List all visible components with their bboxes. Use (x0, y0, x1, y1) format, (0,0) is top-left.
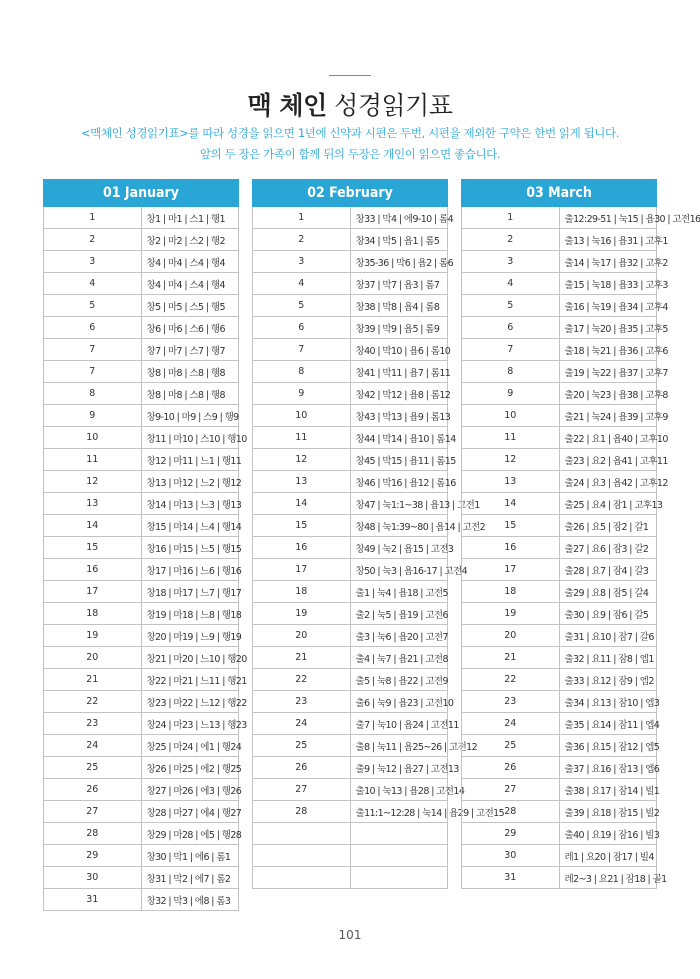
table-row (253, 581, 448, 603)
day-number: 19 (253, 603, 351, 625)
day-number: 22 (253, 669, 351, 691)
table-row (44, 339, 239, 361)
table-row (462, 449, 657, 471)
table-row (44, 713, 239, 735)
table-row (253, 669, 448, 691)
table-row (253, 449, 448, 471)
table-row (462, 493, 657, 515)
table-row (253, 603, 448, 625)
table-row (462, 405, 657, 427)
reading-cell: 출35 | 요14 | 잠11 | 엡4 (559, 713, 657, 735)
day-number: 16 (253, 537, 351, 559)
table-row (253, 229, 448, 251)
day-number: 11 (44, 449, 142, 471)
day-number: 2 (253, 229, 351, 251)
reading-cell: 레1 | 요20 | 잠17 | 빌4 (559, 845, 657, 867)
reading-cell: 창42 | 막12 | 욥8 | 롬12 (350, 383, 448, 405)
table-row (44, 757, 239, 779)
reading-cell: 창17 | 마16 | 느6 | 행16 (141, 559, 239, 581)
day-number: 12 (253, 449, 351, 471)
day-number: 28 (253, 801, 351, 823)
table-row (253, 493, 448, 515)
day-number: 10 (44, 427, 142, 449)
table-row (44, 691, 239, 713)
day-number: 1 (462, 207, 560, 229)
day-number: 8 (44, 383, 142, 405)
table-row (44, 405, 239, 427)
reading-cell: 출6 | 눅9 | 욥23 | 고전10 (350, 691, 448, 713)
january-table (43, 179, 247, 911)
table-row (462, 427, 657, 449)
subtitle-line-1: <맥체인 성경읽기표>를 따라 성경을 읽으면 1년에 신약과 시편은 두번, 시편을 제외한 구약은 한번 읽게 됩니다. (81, 126, 619, 140)
day-number: 23 (462, 691, 560, 713)
reading-cell: 출32 | 요11 | 잠8 | 엡1 (559, 647, 657, 669)
day-number: 8 (462, 361, 560, 383)
page-title (0, 86, 700, 122)
table-row (44, 823, 239, 845)
day-number: 5 (462, 295, 560, 317)
reading-cell: 창49 | 눅2 | 욥15 | 고전3 (350, 537, 448, 559)
reading-cell: 출9 | 눅12 | 욥27 | 고전13 (350, 757, 448, 779)
day-number: 15 (253, 515, 351, 537)
day-number: 17 (44, 581, 142, 603)
day-number: 12 (462, 449, 560, 471)
day-number: 29 (44, 845, 142, 867)
table-row (44, 493, 239, 515)
reading-cell: 창7 | 마7 | 스7 | 행7 (141, 339, 239, 361)
reading-cell: 출4 | 눅7 | 욥21 | 고전8 (350, 647, 448, 669)
table-row (253, 757, 448, 779)
table-row (462, 559, 657, 581)
table-row (462, 845, 657, 867)
reading-cell: 출16 | 눅19 | 욥34 | 고후4 (559, 295, 657, 317)
day-number: 5 (44, 295, 142, 317)
reading-cell: 출2 | 눅5 | 욥19 | 고전6 (350, 603, 448, 625)
reading-cell: 창15 | 마14 | 느4 | 행14 (141, 515, 239, 537)
day-number: 20 (44, 647, 142, 669)
reading-cell: 창30 | 막1 | 에6 | 롬1 (141, 845, 239, 867)
march-table (461, 179, 700, 889)
day-number: 7 (44, 361, 142, 383)
reading-cell: 출21 | 눅24 | 욥39 | 고후9 (559, 405, 657, 427)
reading-cell: 창9-10 | 마9 | 스9 | 행9 (141, 405, 239, 427)
day-number: 23 (44, 713, 142, 735)
table-row (44, 735, 239, 757)
day-number: 14 (253, 493, 351, 515)
reading-cell: 출38 | 요17 | 잠14 | 빌1 (559, 779, 657, 801)
reading-cell: 출10 | 눅13 | 욥28 | 고전14 (350, 779, 448, 801)
day-number: 26 (44, 779, 142, 801)
table-row (253, 625, 448, 647)
table-row (462, 471, 657, 493)
reading-cell: 출14 | 눅17 | 욥32 | 고후2 (559, 251, 657, 273)
table-row (44, 361, 239, 383)
day-number: 2 (44, 229, 142, 251)
reading-cell: 창16 | 마15 | 느5 | 행15 (141, 537, 239, 559)
table-row (462, 339, 657, 361)
day-number: 25 (462, 735, 560, 757)
reading-cell: 출13 | 눅16 | 욥31 | 고후1 (559, 229, 657, 251)
table-row (462, 801, 657, 823)
reading-cell: 출15 | 눅18 | 욥33 | 고후3 (559, 273, 657, 295)
reading-cell: 출5 | 눅8 | 욥22 | 고전9 (350, 669, 448, 691)
day-number: 20 (253, 625, 351, 647)
day-number: 13 (44, 493, 142, 515)
table-row (44, 515, 239, 537)
day-number: 21 (253, 647, 351, 669)
day-number: 26 (253, 757, 351, 779)
reading-cell: 출11:1~12:28 | 눅14 | 욥29 | 고전15 (350, 801, 448, 823)
day-number: 6 (44, 317, 142, 339)
reading-cell: 창13 | 마12 | 느2 | 행12 (141, 471, 239, 493)
day-number: 14 (462, 493, 560, 515)
day-number: 13 (253, 471, 351, 493)
table-row (253, 515, 448, 537)
reading-cell: 출37 | 요16 | 잠13 | 엡6 (559, 757, 657, 779)
reading-cell: 출25 | 요4 | 잠1 | 고후13 (559, 493, 657, 515)
reading-cell: 창47 | 눅1:1~38 | 욥13 | 고전1 (350, 493, 448, 515)
table-row (253, 647, 448, 669)
reading-cell: 창4 | 마4 | 스4 | 행4 (141, 273, 239, 295)
reading-cell: 창29 | 마28 | 에5 | 행28 (141, 823, 239, 845)
day-number (253, 823, 351, 845)
reading-cell: 창18 | 마17 | 느7 | 행17 (141, 581, 239, 603)
reading-cell: 출22 | 요1 | 욥40 | 고후10 (559, 427, 657, 449)
table-row (253, 471, 448, 493)
reading-cell: 창32 | 막3 | 에8 | 롬3 (141, 889, 239, 911)
reading-cell: 창5 | 마5 | 스5 | 행5 (141, 295, 239, 317)
day-number: 17 (462, 559, 560, 581)
table-row (253, 405, 448, 427)
day-number: 10 (253, 405, 351, 427)
table-row (462, 581, 657, 603)
reading-cell: 창8 | 마8 | 스8 | 행8 (141, 361, 239, 383)
day-number: 13 (462, 471, 560, 493)
month-header-february: 02 February (253, 180, 448, 207)
table-row (44, 383, 239, 405)
reading-cell (350, 823, 448, 845)
day-number: 1 (253, 207, 351, 229)
reading-cell: 출31 | 요10 | 잠7 | 갈6 (559, 625, 657, 647)
reading-cell: 창4 | 마4 | 스4 | 행4 (141, 251, 239, 273)
day-number: 11 (462, 427, 560, 449)
table-row (253, 537, 448, 559)
day-number: 28 (44, 823, 142, 845)
day-number: 10 (462, 405, 560, 427)
reading-cell: 출7 | 눅10 | 욥24 | 고전11 (350, 713, 448, 735)
reading-cell: 창38 | 막8 | 욥4 | 롬8 (350, 295, 448, 317)
table-row (253, 559, 448, 581)
table-row (462, 603, 657, 625)
reading-cell: 창34 | 막5 | 욥1 | 롬5 (350, 229, 448, 251)
table-row (462, 823, 657, 845)
table-row (253, 207, 448, 229)
reading-cell: 출17 | 눅20 | 욥35 | 고후5 (559, 317, 657, 339)
day-number: 15 (462, 515, 560, 537)
month-header-january: 01 January (44, 180, 239, 207)
day-number: 4 (462, 273, 560, 295)
reading-cell: 창27 | 마26 | 에3 | 행26 (141, 779, 239, 801)
day-number: 25 (44, 757, 142, 779)
table-row (253, 713, 448, 735)
day-number: 23 (253, 691, 351, 713)
table-row (462, 691, 657, 713)
table-row (462, 735, 657, 757)
reading-cell: 창43 | 막13 | 욥9 | 롬13 (350, 405, 448, 427)
day-number: 18 (253, 581, 351, 603)
table-row (462, 867, 657, 889)
day-number: 9 (462, 383, 560, 405)
table-row (44, 581, 239, 603)
subtitle-line-2: 앞의 두 장은 가족이 함께 뒤의 두장은 개인이 읽으면 좋습니다. (199, 147, 501, 161)
day-number: 20 (462, 625, 560, 647)
day-number: 18 (44, 603, 142, 625)
table-row (44, 801, 239, 823)
reading-cell: 창40 | 막10 | 욥6 | 롬10 (350, 339, 448, 361)
day-number: 4 (253, 273, 351, 295)
table-row (253, 383, 448, 405)
reading-cell: 출33 | 요12 | 잠9 | 엡2 (559, 669, 657, 691)
table-row (44, 559, 239, 581)
reading-cell: 창11 | 마10 | 스10 | 행10 (141, 427, 239, 449)
day-number: 3 (253, 251, 351, 273)
table-row (44, 295, 239, 317)
table-row (44, 427, 239, 449)
day-number: 11 (253, 427, 351, 449)
reading-cell: 창46 | 막16 | 욥12 | 롬16 (350, 471, 448, 493)
month-header-march: 03 March (462, 180, 657, 207)
reading-cell: 레2~3 | 요21 | 잠18 | 골1 (559, 867, 657, 889)
day-number (253, 845, 351, 867)
day-number: 6 (462, 317, 560, 339)
reading-cell: 창2 | 마2 | 스2 | 행2 (141, 229, 239, 251)
day-number: 12 (44, 471, 142, 493)
reading-cell: 출19 | 눅22 | 욥37 | 고후7 (559, 361, 657, 383)
table-row (253, 691, 448, 713)
day-number: 26 (462, 757, 560, 779)
day-number: 31 (462, 867, 560, 889)
page-number: 101 (338, 928, 362, 942)
day-number: 19 (44, 625, 142, 647)
day-number: 3 (462, 251, 560, 273)
day-number: 31 (44, 889, 142, 911)
day-number: 7 (253, 339, 351, 361)
reading-cell: 창26 | 마25 | 에2 | 행25 (141, 757, 239, 779)
day-number: 9 (253, 383, 351, 405)
reading-cell: 출27 | 요6 | 잠3 | 갈2 (559, 537, 657, 559)
table-row (462, 625, 657, 647)
day-number: 7 (44, 339, 142, 361)
table-row (253, 295, 448, 317)
table-row (44, 889, 239, 911)
day-number: 27 (462, 779, 560, 801)
table-row (462, 537, 657, 559)
reading-cell: 출34 | 요13 | 잠10 | 엡3 (559, 691, 657, 713)
table-row (253, 735, 448, 757)
day-number: 5 (253, 295, 351, 317)
reading-cell: 출26 | 요5 | 잠2 | 갈1 (559, 515, 657, 537)
reading-cell: 출39 | 요18 | 잠15 | 빌2 (559, 801, 657, 823)
day-number: 16 (44, 559, 142, 581)
reading-cell: 출30 | 요9 | 잠6 | 갈5 (559, 603, 657, 625)
day-number: 4 (44, 273, 142, 295)
reading-cell: 창20 | 마19 | 느9 | 행19 (141, 625, 239, 647)
day-number: 19 (462, 603, 560, 625)
reading-cell: 창28 | 마27 | 에4 | 행27 (141, 801, 239, 823)
reading-cell: 출24 | 요3 | 욥42 | 고후12 (559, 471, 657, 493)
reading-cell: 창50 | 눅3 | 욥16-17 | 고전4 (350, 559, 448, 581)
day-number: 21 (44, 669, 142, 691)
reading-cell: 출3 | 눅6 | 욥20 | 고전7 (350, 625, 448, 647)
table-row (253, 823, 448, 845)
day-number: 16 (462, 537, 560, 559)
reading-cell: 창8 | 마8 | 스8 | 행8 (141, 383, 239, 405)
table-row (462, 229, 657, 251)
reading-cell: 창45 | 막15 | 욥11 | 롬15 (350, 449, 448, 471)
day-number: 3 (44, 251, 142, 273)
reading-cell (350, 845, 448, 867)
reading-cell: 창35-36 | 막6 | 욥2 | 롬6 (350, 251, 448, 273)
day-number: 21 (462, 647, 560, 669)
day-number: 24 (44, 735, 142, 757)
reading-cell: 창24 | 마23 | 느13 | 행23 (141, 713, 239, 735)
day-number: 25 (253, 735, 351, 757)
table-row (462, 251, 657, 273)
reading-cell: 창44 | 막14 | 욥10 | 롬14 (350, 427, 448, 449)
table-row (44, 845, 239, 867)
reading-cell: 출28 | 요7 | 잠4 | 갈3 (559, 559, 657, 581)
table-row (253, 339, 448, 361)
table-row (44, 317, 239, 339)
reading-cell: 창12 | 마11 | 느1 | 행11 (141, 449, 239, 471)
day-number: 18 (462, 581, 560, 603)
table-row (44, 273, 239, 295)
table-row (44, 207, 239, 229)
reading-cell: 창25 | 마24 | 에1 | 행24 (141, 735, 239, 757)
day-number: 17 (253, 559, 351, 581)
reading-cell: 창41 | 막11 | 욥7 | 롬11 (350, 361, 448, 383)
day-number: 30 (462, 845, 560, 867)
table-row (253, 273, 448, 295)
reading-cell: 출8 | 눅11 | 욥25~26 | 고전12 (350, 735, 448, 757)
table-row (462, 273, 657, 295)
reading-cell: 창22 | 마21 | 느11 | 행21 (141, 669, 239, 691)
table-row (44, 779, 239, 801)
reading-cell: 창33 | 막4 | 에9-10 | 롬4 (350, 207, 448, 229)
table-row (44, 251, 239, 273)
table-row (44, 647, 239, 669)
day-number: 28 (462, 801, 560, 823)
table-row (462, 647, 657, 669)
table-row (462, 757, 657, 779)
table-row (44, 603, 239, 625)
reading-cell: 창1 | 마1 | 스1 | 행1 (141, 207, 239, 229)
february-table (252, 179, 505, 889)
day-number: 24 (462, 713, 560, 735)
table-row (253, 361, 448, 383)
day-number: 1 (44, 207, 142, 229)
reading-cell (350, 867, 448, 889)
table-row (253, 779, 448, 801)
title-bold: 맥 체인 (247, 91, 327, 120)
day-number: 22 (44, 691, 142, 713)
table-row (462, 779, 657, 801)
reading-cell: 출12:29-51 | 눅15 | 욥30 | 고전16 (559, 207, 657, 229)
table-row (253, 845, 448, 867)
table-row (253, 317, 448, 339)
reading-cell: 출23 | 요2 | 욥41 | 고후11 (559, 449, 657, 471)
table-row (253, 801, 448, 823)
reading-cell: 출29 | 요8 | 잠5 | 갈4 (559, 581, 657, 603)
table-row (462, 295, 657, 317)
reading-cell: 창19 | 마18 | 느8 | 행18 (141, 603, 239, 625)
reading-cell: 출1 | 눅4 | 욥18 | 고전5 (350, 581, 448, 603)
reading-cell: 창31 | 막2 | 에7 | 롬2 (141, 867, 239, 889)
day-number: 24 (253, 713, 351, 735)
reading-cell: 창23 | 마22 | 느12 | 행22 (141, 691, 239, 713)
reading-cell: 창39 | 막9 | 욥5 | 롬9 (350, 317, 448, 339)
day-number: 15 (44, 537, 142, 559)
title-accent-line (329, 75, 371, 76)
day-number: 22 (462, 669, 560, 691)
table-row (253, 427, 448, 449)
day-number: 27 (253, 779, 351, 801)
table-row (253, 867, 448, 889)
day-number: 7 (462, 339, 560, 361)
reading-cell: 출18 | 눅21 | 욥36 | 고후6 (559, 339, 657, 361)
day-number (253, 867, 351, 889)
title-light: 성경읽기표 (334, 91, 453, 120)
table-row (44, 625, 239, 647)
table-row (462, 713, 657, 735)
reading-cell: 출36 | 요15 | 잠12 | 엡5 (559, 735, 657, 757)
reading-cell: 출20 | 눅23 | 욥38 | 고후8 (559, 383, 657, 405)
table-row (462, 361, 657, 383)
day-number: 29 (462, 823, 560, 845)
table-row (253, 251, 448, 273)
day-number: 27 (44, 801, 142, 823)
reading-cell: 창14 | 마13 | 느3 | 행13 (141, 493, 239, 515)
day-number: 9 (44, 405, 142, 427)
table-row (462, 515, 657, 537)
table-row (462, 317, 657, 339)
reading-cell: 창48 | 눅1:39~80 | 욥14 | 고전2 (350, 515, 448, 537)
table-row (44, 229, 239, 251)
reading-cell: 창37 | 막7 | 욥3 | 롬7 (350, 273, 448, 295)
table-row (44, 669, 239, 691)
day-number: 30 (44, 867, 142, 889)
day-number: 14 (44, 515, 142, 537)
table-row (44, 867, 239, 889)
table-row (44, 449, 239, 471)
reading-cell: 창21 | 마20 | 느10 | 행20 (141, 647, 239, 669)
table-row (462, 383, 657, 405)
day-number: 2 (462, 229, 560, 251)
day-number: 8 (253, 361, 351, 383)
day-number: 6 (253, 317, 351, 339)
table-row (462, 207, 657, 229)
reading-cell: 출40 | 요19 | 잠16 | 빌3 (559, 823, 657, 845)
table-row (462, 669, 657, 691)
table-row (44, 471, 239, 493)
table-row (44, 537, 239, 559)
reading-cell: 창6 | 마6 | 스6 | 행6 (141, 317, 239, 339)
